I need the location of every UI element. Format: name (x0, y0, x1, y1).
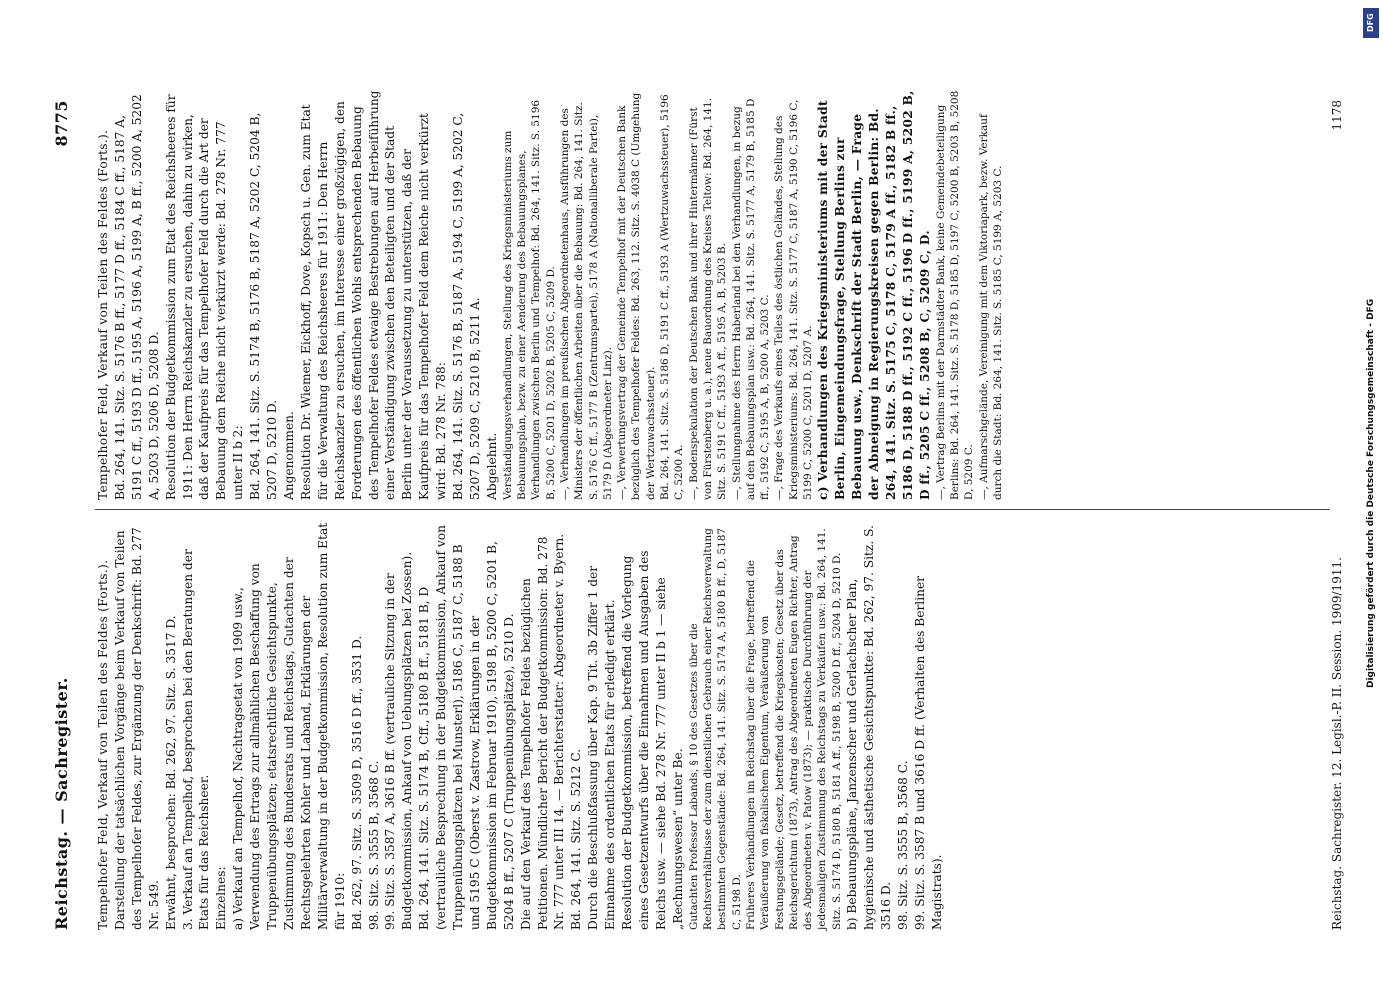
left-entry: Einzelnes: (214, 866, 229, 930)
right-entry: Bd. 264, 141. Sitz. S. 5174 B, 5176 B, 5187 A, 5202 C, 5204 B, 5207 D, 5210 D. (248, 108, 280, 500)
right-entry: —, Aufmarschgelände, Vereinigung mit dem Viktoriapark, bezw. Verkauf durch die Stadt: Bd. 264, 141. Sitz. S. 5185 C, 5199 A, 5203 C. (977, 110, 1004, 500)
left-entry: 99. Sitz. S. 3587 B und 3616 D ff. (Verhalten des Berliner Magistrats). (912, 572, 944, 930)
right-entry: Abgelehnt. (484, 432, 499, 500)
left-entry: Bd. 264, 141. Sitz. S. 5212 C. (569, 748, 584, 930)
right-entry: Bd. 264, 141. Sitz. S. 5186 D, 5191 C ff., 5193 A (Wertzuwachssteuer), 5196 C, 5200 A. (659, 90, 686, 500)
left-entry: Gutachten Professor Labands, § 10 des Gesetzes über die Rechtsverhältnisse der zum dienstlichen Gebrauch einer Reichsverwaltung bestimmten Gegenstände: Bd. 264, 141. Sitz. S. 5174 A, 5180 B ff., D, 5187 C, 5198 D. (687, 524, 743, 930)
left-entry: 98. Sitz. S. 3555 B, 3568 C. (895, 760, 910, 930)
right-entry: Verständigungsverhandlungen, Stellung des Kriegsministeriums zum Bebauungsplan, bezw. zu einer Aenderung des Bebauungsplanes, Verhandlungen zwischen Berlin und Tempelhof: Bd. 264, 141. Sitz. S. 5196 B, 5200 C, 5201 D, 5202 B, 5205 C, 5209 D. (501, 96, 557, 500)
dfg-funding-note: Digitalisierung gefördert durch die Deutsche Forschungsgemeinschaft - DFG (1366, 298, 1376, 688)
left-entry: Bd. 264, 141. Sitz. S. 5174 B, Cff., 5180 B ff., 5181 B, D (vertrauliche Besprechung in der Budgetkommission, Ankauf von Truppenübungsplätzen bei Munsterl), 5186 C, 5187 C, 5188 B und 5195 C (Oberst v. Zastrow, Erklärungen in der Budgetkommission im Februar 1910), 5198 B, 5200 C, 5201 B, 5204 B ff., 5207 C (Truppenübungsplätze), 5210 D. (417, 521, 516, 930)
left-entry: Bd. 262, 97. Sitz. S. 3509 D, 3516 D ff., 3531 D. (349, 635, 364, 930)
right-entry: —, Frage des Verkaufs eines Teiles des östlichen Geländes, Stellung des Kriegsministeriums: Bd. 264, 141. Sitz. S. 5177 C, 5187 A, 5190 C, 5196 C, 5199 C, 5200 C, 5201 D, 5207 A. (773, 96, 814, 500)
right-entry: Bd. 264, 141. Sitz. S. 5176 B, 5187 A, 5194 C, 5199 A, 5202 C, 5207 D, 5209 C, 5210 B, 5211 A. (451, 108, 482, 500)
right-entry: —, Bodenspekulation der Deutschen Bank und ihrer Hintermänner (Fürst von Fürstenberg u. a.), neue Bauordnung des Kreises Teltow: Bd. 264, 141. Sitz. S. 5191 C ff., 5193 A ff., 5195 A, B, 5203 B. (687, 94, 729, 500)
left-entry: Resolution der Budgetkommission, betreffend die Vorlegung eines Gesetzentwurfs über die Einnahmen und Ausgaben des Reichs usw. — siehe Bd. 278 Nr. 777 unter II b 1 — siehe „Rechnungswesen“ unter Be. (620, 546, 685, 930)
right-entry: Bd. 264, 141. Sitz. S. 5176 B ff., 5177 D ff., 5184 C ff., 5187 A, 5191 C ff., 5193 D ff., 5195 A, 5196 A, 5199 A, B ff., 5200 A, 5202 A, 5203 D, 5206 D, 5208 D. (112, 90, 161, 500)
right-entry: —, Verhandlungen im preußischen Abgeordnetenhaus, Ausführungen des Ministers der öffentlichen Arbeiten über die Bebauung: Bd. 264, 141. Sitz. S. 5176 C ff., 5177 B (Zentrumspartei), 5178 A (Nationalliberale Partei), 5179 D (Abgeordneter Linz). (558, 98, 614, 500)
left-entry: Darstellung der tatsächlichen Vorgänge beim Verkauf von Teilen des Tempelhofer Feldes, zur Ergänzung der Denkschrift: Bd. 277 Nr. 549. (112, 523, 161, 930)
right-entry-lead: Tempelhofer Feld, Verkauf von Teilen des Feldes (Forts.). (96, 129, 110, 500)
left-entry: b) Bebauungspläne, Janzenscher und Gerlachscher Plan, hygienische und ästhetische Gesichtspunkte: Bd. 262, 97. Sitz. S. 3516 D. (844, 521, 893, 930)
page-header-left: Reichstag. — Sachregister. (52, 677, 71, 930)
left-entry: Früheres Verhandlungen im Reichstag über die Frage, betreffend die Veräußerung von fiskalischem Eigentum, Veräußerung von Festungsgelände; Gesetz, betreffend die Kriegskosten; Gesetz über das Reichsgerichtum (1873), Antrag des Abgeordneten Eugen Richter, Antrag des Abgeordneten v. Patow (1873); — praktische Durchführung der jedesmaligen Zustimmung des Reichstags zu Verkäufen usw.: Bd. 264, 141. Sitz. S. 5174 D, 5180 B, 5181 A ff., 5198 B, 5200 D ff., 5204 D, 5210 D. (744, 524, 843, 930)
page-footer-left: Reichstag. Sachregister. 12. Legisl.-P. II. Session. 1909/1911. (1330, 557, 1344, 930)
right-entry: —, Vertrag Berlins mit der Darmstädter Bank, keine Gemeindebeteiligung Berlins: Bd. 264, 141. Sitz. S. 5178 D, 5185 D, 5197 C, 5200 B, 5203 B, 5208 D, 5209 C. (934, 87, 976, 500)
right-entry: —, Stellungnahme des Herrn Haberland bei den Verhandlungen, in bezug auf den Bebauungsplan usw.: Bd. 264, 141. Sitz. S. 5177 A, 5179 B, 5185 D ff., 5192 C, 5195 A, B, 5200 A, 5203 C. (730, 95, 772, 500)
left-entry: Erwähnt, besprochen: Bd. 262, 97. Sitz. S. 3517 D. (163, 615, 178, 930)
left-column (95, 520, 945, 930)
right-entry: —, Verwertungsvertrag der Gemeinde Tempelhof mit der Deutschen Bank bezüglich des Tempelhofer Feldes: Bd. 263, 112. Sitz. S. 4038 C (Umgehung der Wertzuwachssteuer). (616, 89, 657, 500)
right-entry: Resolution der Budgetkommission zum Etat des Reichsheeres für 1911: Den Herrn Reichskanzler zu ersuchen, dahin zu wirken, daß der Kaufpreis für das Tempelhofer Feld durch die Art der Bebauung dem Reiche nicht verkürzt werde: Bd. 278 Nr. 777 unter II b 2: (163, 90, 246, 500)
right-column (95, 85, 1005, 500)
left-entry: 99. Sitz. S. 3587 A, 3616 B ff. (vertrauliche Sitzung in der Budgetkommission, Ankauf von Uebungsplätzen bei Zossen). (383, 551, 415, 930)
right-entry: Resolution Dr. Wiemer, Eickhoff, Dove, Kopsch u. Gen. zum Etat für die Verwaltung des Reichsheeres für 1911: Den Herrn Reichskanzler zu ersuchen, im Interesse einer großzügigen, den Forderungen des öffentlichen Wohls entsprechenden Bebauung des Tempelhofer Feldes etwaige Bestrebungen auf Herbeiführung einer Verständigung zwischen den Beteiligten und der Stadt Berlin unter der Voraussetzung zu unterstützen, daß der Kaufpreis für das Tempelhofer Feld dem Reiche nicht verkürzt wird: Bd. 278 Nr. 788: (298, 86, 449, 500)
page-footer-right: 1178 (1330, 100, 1344, 131)
left-entry-lead: Tempelhofer Feld, Verkauf von Teilen des Feldes (Forts.). (96, 559, 110, 930)
right-entry: Angenommen. (281, 411, 296, 500)
column-divider (95, 509, 1330, 510)
left-entry: 98. Sitz. S. 3555 B, 3568 C. (366, 760, 381, 930)
left-entry: 3. Verkauf an Tempelhof, besprochen bei den Beratungen der Etats für das Reichsheer. (180, 545, 212, 930)
dfg-logo: DFG (1363, 8, 1379, 38)
left-entry: a) Verkauf an Tempelhof, Nachtragsetat von 1909 usw., Verwendung des Ertrags zur allmählichen Beschaffung von Truppenübungsplätzen; etatsrechtliche Gesichtspunkte, Zustimmung des Bundesrats und Reichstags, Gutachten der Rechtsgelehrten Kohler und Laband, Erklärungen der Militärverwaltung in der Budgetkommission, Resolution zum Etat für 1910: (231, 518, 347, 930)
page-number: 8775 (52, 100, 71, 147)
right-entry: c) Verhandlungen des Kriegsministeriums mit der Stadt Berlin, Eingemeindungsfrage, Stellung Berlins zur Bebauung usw., Denkschrift der Stadt Berlin, — Frage der Abneigung in Regierungskreisen gegen Berlin: Bd. 264, 141. Sitz. S. 5175 C, 5178 C, 5179 A ff., 5182 B ff., 5186 D, 5188 D ff., 5192 C ff., 5196 D ff., 5199 A, 5202 B, D ff., 5205 C ff., 5208 B, C, 5209 C, D. (816, 85, 932, 500)
left-entry: Durch die Beschlußfassung über Kap. 9 Tit. 3b Ziffer 1 der Einnahme des ordentlichen Etats für erledigt erklärt. (586, 562, 618, 930)
left-entry: Die auf den Verkauf des Tempelhofer Feldes bezüglichen Petitionen. Mündlicher Bericht der Budgetkommission: Bd. 278 Nr. 777 unter III 14. — Berichterstatter: Abgeordneter v. Byern. (518, 532, 567, 930)
